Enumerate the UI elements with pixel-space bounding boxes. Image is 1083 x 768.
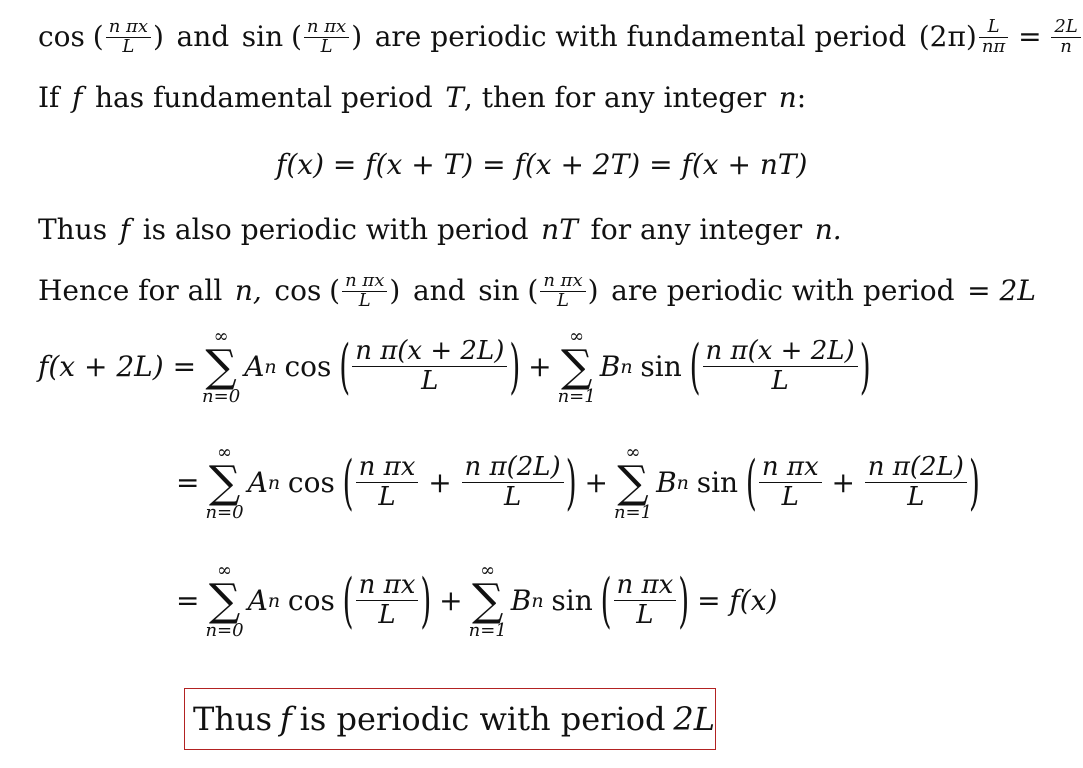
also-periodic-text: is also periodic with period bbox=[142, 213, 529, 246]
t-symbol: T bbox=[445, 81, 464, 114]
and-text: and bbox=[412, 274, 466, 308]
conclusion-box bbox=[184, 688, 716, 750]
plus-sign: + bbox=[584, 466, 608, 500]
fourier-series-expanded: = ∞ ∑ n=0 A n cos ( $\frac{\text{n πx}}{L}$ + $\frac{\text{n π(2L)}}{L}$ ) + ∞ ∑ n=1 B n sin ( $\frac{\text{n πx}}{L}$ + $\frac{\text{n π(2L)}}{L}$ ) bbox=[176, 442, 980, 523]
summation-b: ∞ ∑ n=1 bbox=[468, 560, 507, 641]
statement-also-periodic bbox=[38, 213, 842, 246]
thus-text: Thus bbox=[38, 213, 108, 246]
nt-symbol: nT bbox=[541, 213, 578, 246]
f-symbol: f bbox=[119, 213, 131, 246]
sin-function: sin bbox=[241, 20, 284, 54]
coefficient-b: B bbox=[656, 466, 677, 500]
statement-if-f-has-period bbox=[38, 81, 807, 114]
summation-b: ∞ ∑ n=1 bbox=[613, 442, 653, 523]
periodic-text: is periodic with period bbox=[299, 700, 666, 738]
fourier-series-original: = ∞ ∑ n=0 A n cos ( $\frac{\text{n πx}}{L}$ ) + ∞ ∑ n=1 B n sin ( $\frac{\text{n πx}}{L}$ ) = f(x) bbox=[176, 560, 778, 641]
equals-sign: = bbox=[1018, 20, 1042, 54]
equals-sign: = bbox=[176, 584, 200, 618]
period-2l: 2L bbox=[673, 700, 715, 738]
sin-function: sin bbox=[640, 350, 682, 384]
plus-sign: + bbox=[428, 466, 452, 500]
two-pi: (2π) bbox=[918, 20, 977, 54]
fraction-npix-over-l: $\frac{\text{n πx}}{L}$ bbox=[106, 18, 151, 57]
cos-function: cos bbox=[274, 274, 322, 308]
coefficient-b: B bbox=[599, 350, 621, 384]
rhs-f-of-x: = f(x) bbox=[697, 584, 778, 618]
equals-sign: = bbox=[176, 466, 200, 500]
cos-function: cos bbox=[287, 584, 335, 618]
left-paren: ( bbox=[92, 20, 104, 54]
plus-sign: + bbox=[831, 466, 855, 500]
f-symbol: f bbox=[279, 700, 292, 738]
cos-function: cos bbox=[284, 350, 332, 384]
coefficient-a: A bbox=[247, 466, 268, 500]
plus-sign: + bbox=[528, 350, 552, 384]
periodicity-expression: f(x) = f(x + T) = f(x + 2T) = f(x + nT) bbox=[276, 148, 808, 181]
hence-text: Hence for all bbox=[38, 274, 223, 308]
sin-function: sin bbox=[551, 584, 593, 618]
summation-a: ∞ ∑ n=0 bbox=[202, 326, 241, 407]
thus-text: Thus bbox=[193, 700, 272, 738]
and-text: and bbox=[176, 20, 230, 54]
fraction-l-over-npi: $\frac{L}{n\pi}$ bbox=[979, 18, 1008, 57]
statement-fundamental-period: cos ( $\frac{\text{n πx}}{L}$ ) and sin ( $\frac{\text{n πx}}{L}$ ) are periodic with fundamental period (2π) $\frac{L}{n\pi}$ = $\frac{2L}{n}$ bbox=[38, 18, 1083, 57]
statement-hence-period-2l: Hence for all n, cos ( $\frac{\text{n πx}}{L}$ ) and sin ( $\frac{\text{n πx}}{L}$ ) are periodic with period = 2L bbox=[38, 270, 1036, 311]
fraction-npix-over-l: $\frac{\text{n πx}}{L}$ bbox=[342, 272, 387, 311]
lhs-f-x-plus-2l: f(x + 2L) = bbox=[38, 350, 197, 384]
cos-function: cos bbox=[287, 466, 335, 500]
periodicity-equation bbox=[276, 148, 807, 181]
fourier-series-shifted: f(x + 2L) = ∞ ∑ n=0 A n cos ( $\frac{\text{n π(x + 2L)}}{L}$ ) + ∞ ∑ n=1 B n sin ( $\frac{\text{n π(x + 2L)}}{L}$ ) bbox=[38, 326, 871, 407]
fraction-npix-over-l: $\frac{\text{n πx}}{L}$ bbox=[356, 453, 419, 514]
f-symbol: f bbox=[72, 81, 83, 114]
fraction-npi-x-plus-2l-over-l: $\frac{\text{n π(x + 2L)}}{L}$ bbox=[352, 337, 507, 398]
for-any-text: for any integer bbox=[590, 213, 803, 246]
equals-2l: = 2L bbox=[967, 274, 1036, 308]
plus-sign: + bbox=[439, 584, 463, 618]
n-symbol: n. bbox=[814, 213, 842, 246]
fraction-npix-over-l: $\frac{\text{n πx}}{L}$ bbox=[356, 571, 419, 632]
summation-a: ∞ ∑ n=0 bbox=[205, 560, 244, 641]
fraction-npi-x-plus-2l-over-l: $\frac{\text{n π(x + 2L)}}{L}$ bbox=[703, 337, 858, 398]
has-period-text: has fundamental period bbox=[95, 81, 433, 114]
fraction-npix-over-l: $\frac{\text{n πx}}{L}$ bbox=[304, 18, 349, 57]
summation-a: ∞ ∑ n=0 bbox=[205, 442, 244, 523]
sin-function: sin bbox=[478, 274, 520, 308]
fraction-npix-over-l: $\frac{\text{n πx}}{L}$ bbox=[759, 453, 822, 514]
coefficient-b: B bbox=[510, 584, 532, 618]
then-text: , then for any integer bbox=[463, 81, 767, 114]
sin-function: sin bbox=[696, 466, 739, 500]
fraction-npix-over-l: $\frac{\text{n πx}}{L}$ bbox=[614, 571, 677, 632]
if-text: If bbox=[38, 81, 60, 114]
right-paren: ) bbox=[152, 20, 164, 54]
cos-function: cos bbox=[38, 20, 85, 54]
n-symbol: n, bbox=[234, 274, 262, 308]
summation-b: ∞ ∑ n=1 bbox=[557, 326, 596, 407]
fraction-npi-2l-over-l: $\frac{\text{n π(2L)}}{L}$ bbox=[865, 453, 967, 514]
n-symbol: n bbox=[778, 81, 797, 114]
coefficient-a: A bbox=[247, 584, 268, 618]
periodic-text: are periodic with fundamental period bbox=[374, 20, 907, 54]
periodic-text: are periodic with period bbox=[611, 274, 955, 308]
fraction-npix-over-l: $\frac{\text{n πx}}{L}$ bbox=[540, 272, 585, 311]
coefficient-a: A bbox=[244, 350, 265, 384]
colon: : bbox=[796, 81, 807, 114]
fraction-npi-2l-over-l: $\frac{\text{n π(2L)}}{L}$ bbox=[462, 453, 564, 514]
fraction-2l-over-n: $\frac{2L}{n}$ bbox=[1051, 18, 1080, 57]
